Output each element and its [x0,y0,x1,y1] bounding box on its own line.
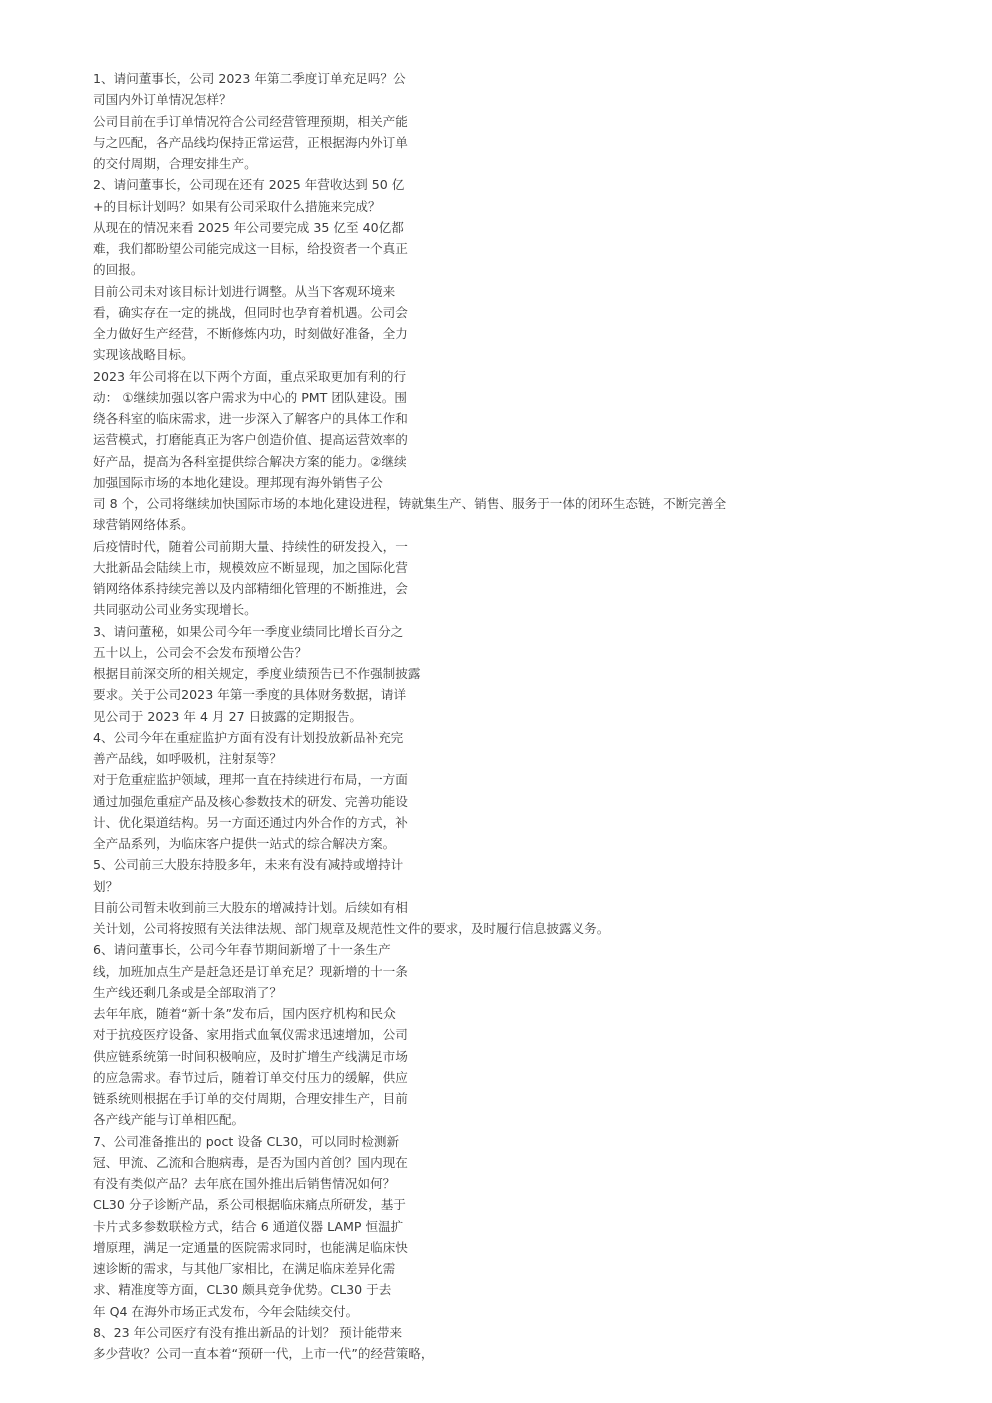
text-line: 各产线产能与订单相匹配。 [93,1112,245,1128]
text-line: 要求。关于公司2023 年第一季度的具体财务数据，请详 [93,687,407,703]
text-line: 有没有类似产品？去年底在国外推出后销售情况如何？ [93,1176,396,1191]
text-line: 公司目前在手订单情况符合公司经营管理预期，相关产能 [93,113,408,129]
text-line: 去年年底，随着“新十条”发布后，国内医疗机构和民众 [93,1006,396,1021]
text-line: 计、优化渠道结构。另一方面还通过内外合作的方式，补 [93,814,408,830]
text-line: 善产品线，如呼吸机，注射泵等？ [93,751,282,766]
text-line: 2、请问董事长，公司现在还有 2025 年营收达到 50 亿 [93,177,405,193]
text-line: 绕各科室的临床需求，进一步深入了解客户的具体工作和 [93,411,408,426]
text-line: 供应链系统第一时间积极响应，及时扩增生产线满足市场 [93,1048,408,1064]
text-line: 7、公司准备推出的 poct 设备 CL30，可以同时检测新 [93,1133,400,1149]
text-line: 年 Q4 在海外市场正式发布，今年会陆续交付。 [93,1303,359,1319]
text-line: 目前公司未对该目标计划进行调整。从当下客观环境来 [93,283,396,299]
text-line: 从现在的情况来看 2025 年公司要完成 35 亿至 40亿都 [93,219,404,235]
text-line: 速诊断的需求，与其他厂家相比，在满足临床差异化需 [93,1261,396,1276]
text-line: 对于危重症监护领域，理邦一直在持续进行布局，一方面 [93,772,408,788]
text-line: +的目标计划吗？如果有公司采取什么措施来完成？ [93,198,381,214]
text-line: 5、公司前三大股东持股多年，未来有没有减持或增持计 [93,857,404,873]
text-line: 加强国际市场的本地化建设。理邦现有海外销售子公 [93,474,383,490]
text-line: 的交付周期，合理安排生产。 [93,156,257,171]
text-line: 划？ [93,878,119,894]
text-line: 冠、甲流、乙流和合胞病毒，是否为国内首创？国内现在 [93,1154,408,1170]
text-line: 五十以上，公司会不会发布预增公告？ [93,644,308,660]
text-line: 生产线还剩几条或是全部取消了？ [93,984,282,1000]
text-line: 难，我们都盼望公司能完成这一目标，给投资者一个真正 [93,241,408,256]
text-line: 卡片式多参数联检方式，结合 6 通道仪器 LAMP 恒温扩 [93,1218,404,1234]
text-line: 全产品系列，为临床客户提供一站式的综合解决方案。 [93,836,396,851]
text-line: 多少营收？公司一直本着“预研一代，上市一代”的经营策略， [93,1346,434,1361]
text-line: 销网络体系持续完善以及内部精细化管理的不断推进，会 [93,581,408,596]
text-line: 1、请问董事长，公司 2023 年第二季度订单充足吗？公 [93,71,406,86]
text-line: 3、请问董秘，如果公司今年一季度业绩同比增长百分之 [93,623,404,639]
text-line: 球营销网络体系。 [93,517,194,533]
text-line: 关计划，公司将按照有关法律法规、部门规章及规范性文件的要求，及时履行信息披露义务。 [93,921,610,936]
text-line: 增原理，满足一定通量的医院需求同时，也能满足临床快 [93,1239,408,1255]
text-line: 目前公司暂未收到前三大股东的增减持计划。后续如有相 [93,899,408,915]
text-line: 2023 年公司将在以下两个方面，重点采取更加有利的行 [93,368,407,384]
text-line: 动： ①继续加强以客户需求为中心的 PMT 团队建设。围 [93,389,407,405]
text-line: 司 8 个，公司将继续加快国际市场的本地化建设进程，铸就集生产、销售、服务于一体的闭环生态链，不断完善全 [93,496,727,511]
text-line: 全力做好生产经营，不断修炼内功，时刻做好准备，全力 [93,326,408,341]
text-line: 运营模式，打磨能真正为客户创造价值、提高运营效率的 [93,432,408,448]
text-line: 4、公司今年在重症监护方面有没有计划投放新品补充完 [93,729,404,745]
text-line: 后疫情时代，随着公司前期大量、持续性的研发投入，一 [93,538,408,554]
text-line: 大批新品会陆续上市，规模效应不断显现，加之国际化营 [93,559,408,575]
text-line: 好产品，提高为各科室提供综合解决方案的能力。②继续 [93,453,407,469]
text-line: 8、23 年公司医疗有没有推出新品的计划？ 预计能带来 [93,1324,403,1340]
text-line: 司国内外订单情况怎样？ [93,92,232,108]
document-body [93,68,726,1364]
text-line: 共同驱动公司业务实现增长。 [93,602,257,618]
text-line: 根据目前深交所的相关规定，季度业绩预告已不作强制披露 [93,666,421,681]
text-line: 看，确实存在一定的挑战，但同时也孕育着机遇。公司会 [93,304,408,320]
text-line: CL30 分子诊断产品，系公司根据临床痛点所研发，基于 [93,1197,406,1213]
text-line: 实现该战略目标。 [93,347,194,363]
text-line: 见公司于 2023 年 4 月 27 日披露的定期报告。 [93,708,363,724]
text-line: 的应急需求。春节过后，随着订单交付压力的缓解，供应 [93,1069,408,1085]
text-line: 对于抗疫医疗设备、家用指式血氧仪需求迅速增加，公司 [93,1027,408,1043]
text-line: 求、精准度等方面，CL30 颇具竞争优势。CL30 于去 [93,1282,392,1298]
text-line: 的回报。 [93,262,144,278]
text-line: 通过加强危重症产品及核心参数技术的研发、完善功能设 [93,793,408,809]
text-line: 与之匹配，各产品线均保持正常运营，正根据海内外订单 [93,134,408,150]
text-line: 6、请问董事长，公司今年春节期间新增了十一条生产 [93,942,391,958]
text-line: 线，加班加点生产是赶急还是订单充足？现新增的十一条 [93,963,408,979]
text-line: 链系统则根据在手订单的交付周期，合理安排生产，目前 [93,1091,408,1106]
